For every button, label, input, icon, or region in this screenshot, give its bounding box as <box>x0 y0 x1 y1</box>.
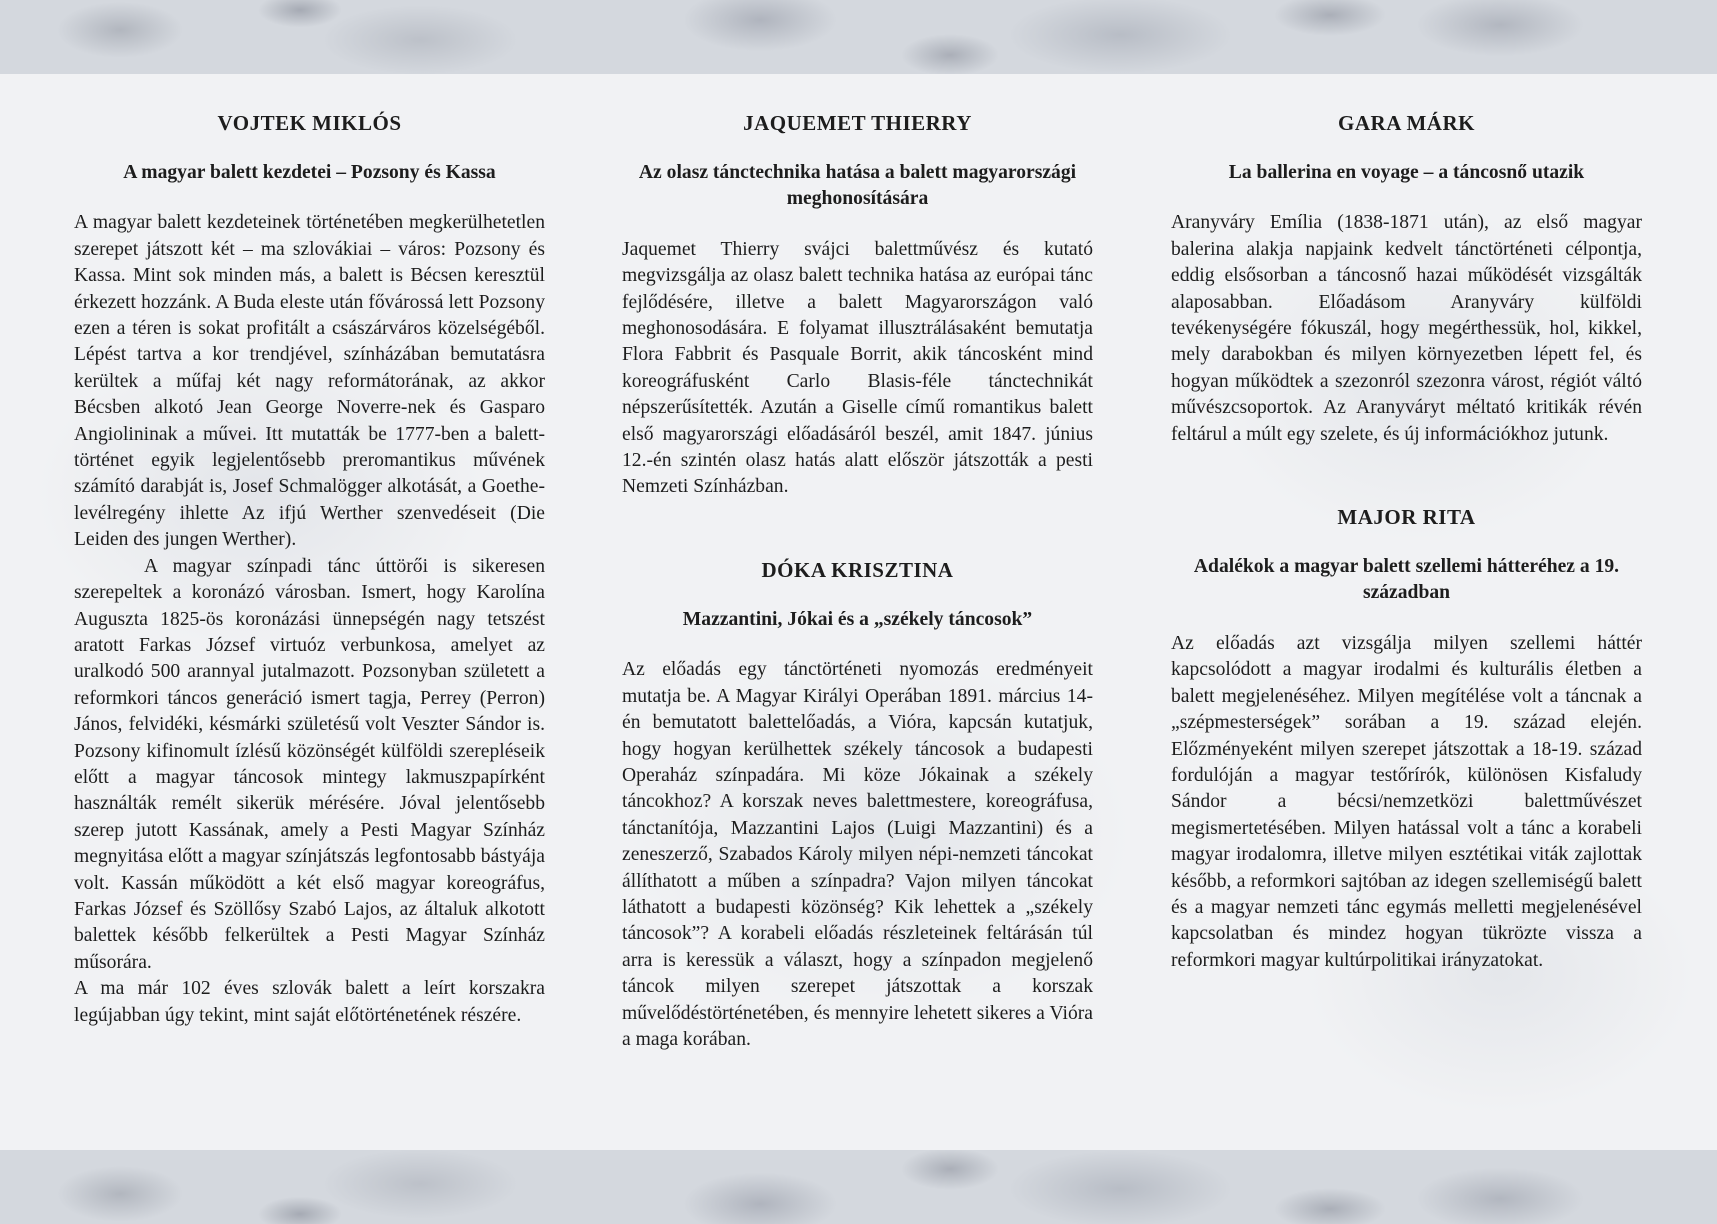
article-author: JAQUEMET THIERRY <box>743 111 972 135</box>
article-title: A magyar balett kezdetei – Pozsony és Kassa <box>123 162 496 183</box>
section-spacer <box>1171 448 1642 504</box>
article-title: Mazzantini, Jókai és a „székely táncosok” <box>682 608 1033 630</box>
column-right <box>1171 110 1642 974</box>
column-middle <box>622 110 1093 1053</box>
article-gara <box>1171 110 1642 448</box>
article-body <box>622 237 1093 501</box>
ornamental-header-band <box>0 0 1717 74</box>
article-jaquemet <box>622 110 1093 501</box>
ornamental-footer-band <box>0 1150 1717 1224</box>
article-author: VOJTEK MIKLÓS <box>217 111 402 135</box>
article-body <box>74 210 545 1029</box>
article-title: Adalékok a magyar balett szellemi hátteréhez a 19. században <box>1193 556 1620 604</box>
article-paragraph: A magyar balett kezdeteinek történetében megkerülhetetlen szerepet játszott két – ma szlovákiai – város: Pozsony és Kassa. Mint sok minden más, a balett is Bécsen keresztül érkezett hozzánk. A Buda eleste után fővárossá lett Pozsony ezen a téren is sokat profitált a császárváros közelségéből. Lépést tartva a kor trendjével, színházában bemutatásra kerültek a műfaj két nagy reformátorának, az akkor Bécsben alkotó Jean George Noverre-nek és Gasparo Angiolininak a művei. Itt mutatták be 1777-ben a balett-történet egyik legjelentősebb preromantikus művének számító darabját is, Josef Schmalögger alkotását, a Goethe-levélregény ihlette Az ifjú Werther szenvedéseit (Die Leiden des jungen Werther). <box>74 212 545 551</box>
article-major <box>1171 504 1642 974</box>
article-author: GARA MÁRK <box>1338 111 1475 135</box>
article-body <box>622 657 1093 1053</box>
article-doka <box>622 557 1093 1054</box>
article-paragraph: Az előadás egy tánctörténeti nyomozás eredményeit mutatja be. A Magyar Királyi Operában 1891. március 14-én bemutatott balettelőadás, a Vióra, kapcsán kutatjuk, hogy hogyan kerülhettek székely táncosok a budapesti Operaház színpadára. Mi köze Jókainak a székely táncokhoz? A korszak neves balettmestere, koreográfusa, tánctanítója, Mazzantini Lajos (Luigi Mazzantini) és a zeneszerző, Szabados Károly milyen népi-nemzeti táncokat állíthatott a műben a színpadra? Vajon milyen táncokat láthatott a budapesti közönség? Kik lehettek a „székely táncosok”? A korabeli előadás részleteinek feltárásán túl arra is keressük a választ, hogy a színpadon megjelenő táncok milyen szerepet játszottak a korszak művelődéstörténetében, és mennyire lehetett sikeres a Vióra a maga korában. <box>622 659 1093 1050</box>
column-left <box>74 110 545 1029</box>
article-body <box>1171 210 1642 448</box>
section-spacer <box>622 501 1093 557</box>
article-title: La ballerina en voyage – a táncosnő utazik <box>1228 162 1585 183</box>
article-author: MAJOR RITA <box>1337 505 1476 530</box>
article-paragraph: A ma már 102 éves szlovák balett a leírt korszakra legújabban úgy tekint, mint saját előtörténetének részére. <box>74 978 545 1026</box>
article-paragraph: Aranyváry Emília (1838-1871 után), az első magyar balerina alakja napjaink kedvelt tánctörténeti célpontja, eddig elsősorban a táncosnő hazai működését vizsgálták alaposabban. Előadásom Aranyváry külföldi tevékenységére fókuszál, hogy megérthessük, hol, kikkel, mely darabokban és milyen környezetben lépett fel, és hogyan működtek a szezonról szezonra várost, régiót váltó művészcsoportok. Az Aranyváryt méltató kritikák révén feltárul a múlt egy szelete, és új információkhoz jutunk. <box>1171 212 1642 445</box>
article-author: DÓKA KRISZTINA <box>761 557 954 582</box>
article-body <box>1171 631 1642 974</box>
article-paragraph: Az előadás azt vizsgálja milyen szellemi háttér kapcsolódott a magyar irodalmi és kulturális életben a balett megjelenéséhez. Milyen megítélése volt a táncnak a „szépmesterségek” sorában a 19. század elején. Előzményeként milyen szerepet játszottak a 18-19. század fordulóján a magyar testőrírók, különösen Kisfaludy Sándor a bécsi/nemzetközi balettművészet megismertetésében. Milyen hatással volt a tánc a korabeli magyar irodalomra, illetve milyen esztétikai viták zajlottak később, a reformkori sajtóban az idegen szellemiségű balett és a magyar nemzeti tánc egymás melletti megjelenésével kapcsolatban és mindez hogyan tükrözte vissza a reformkori magyar kultúrpolitikai irányzatokat. <box>1171 632 1642 971</box>
article-paragraph: Jaquemet Thierry svájci balettművész és kutató megvizsgálja az olasz balett technika hatása az európai tánc fejlődésére, illetve a balett Magyarországon való meghonosodására. E folyamat illusztrálásaként bemutatja Flora Fabbrit és Pasquale Borrit, akik táncosként mind koreográfusként Carlo Blasis-féle tánctechnikát népszerűsítették. Azután a Giselle című romantikus balett első magyarországi előadásáról beszél, amit 1847. június 12.-én szintén olasz hatás alatt először játszották a pesti Nemzeti Színházban. <box>622 238 1093 498</box>
article-paragraph: A magyar színpadi tánc úttörői is sikeresen szerepeltek a koronázó városban. Ismert, hogy Karolína Auguszta 1825-ös koronázási ünnepségén nagy tetszést aratott Farkas József virtuóz verbunkosa, amelyet az uralkodó 500 arannyal jutalmazott. Pozsonyban született a reformkori táncos generáció ismert tagja, Perrey (Perron) János, felvidéki, késmárki születésű volt Veszter Sándor is. Pozsony kifinomult ízlésű közönségét külföldi szerepléseik előtt a magyar táncosok mintegy lakmuszpapírként használták remélt sikerük mérésére. Jóval jelentősebb szerep jutott Kassának, amely a Pesti Magyar Színház megnyitása előtt a magyar színjátszás legfontosabb bástyája volt. Kassán működött a két első magyar koreográfus, Farkas József és Szöllősy Szabó Lajos, az általuk alkotott balettek később felkerültek a Pesti Magyar Színház műsorára. <box>74 555 545 973</box>
article-vojtek <box>74 110 545 1029</box>
article-title: Az olasz tánctechnika hatása a balett magyarországi meghonosítására <box>638 162 1077 210</box>
